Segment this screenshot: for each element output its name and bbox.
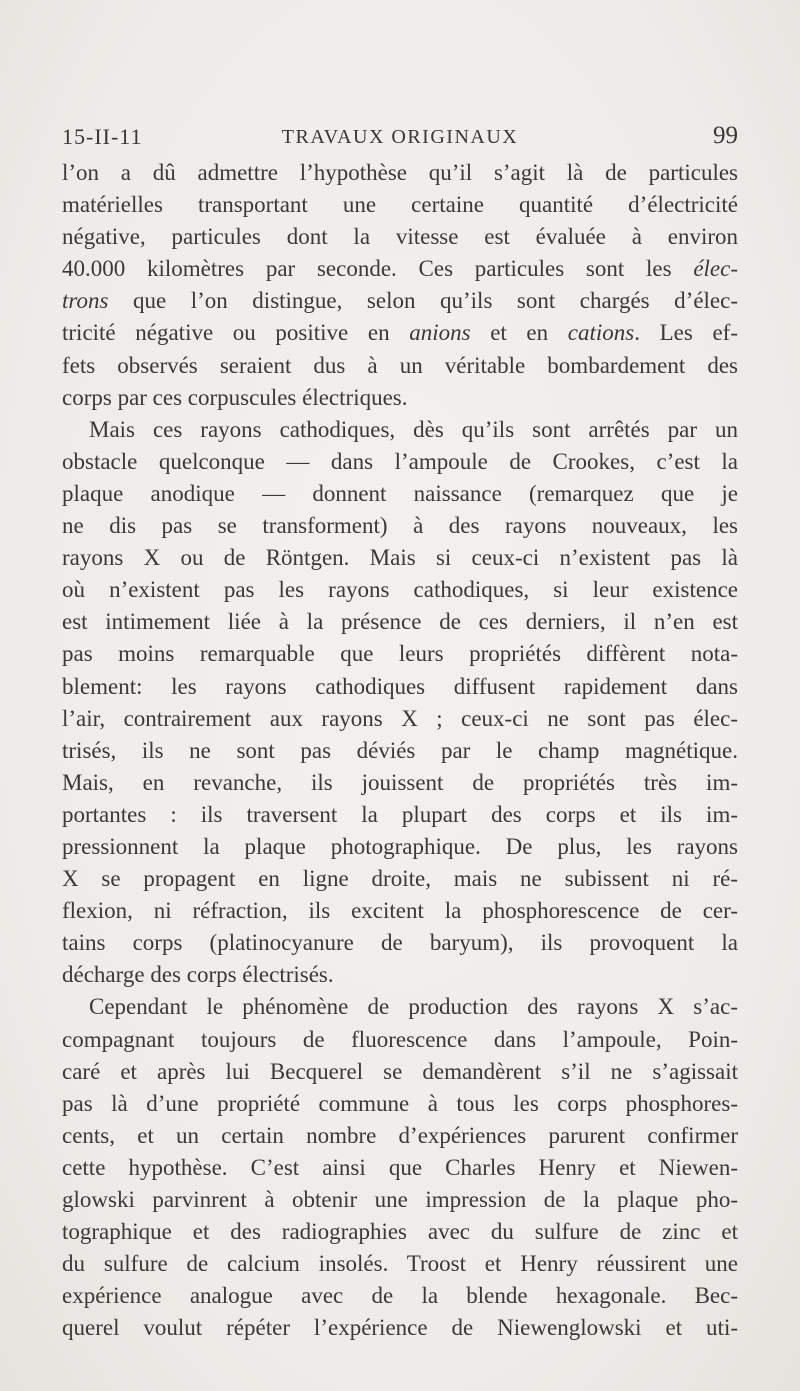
text-segment: matérielles transportant une certaine quantité d’électricité [62, 192, 738, 218]
text-segment: Cependant le phénomène de production des rayons X s’ac- [89, 994, 738, 1020]
text-line [62, 863, 738, 895]
text-segment: l’on a dû admettre l’hypothèse qu’il s’agit là de particules [62, 160, 738, 185]
text-line [62, 221, 738, 253]
page-number: 99 [713, 122, 738, 149]
text-segment: ne dis pas se transforment) à des rayons nouveaux, les [62, 513, 738, 539]
text-segment: tricité négative ou positive en [62, 320, 410, 346]
text-line [62, 638, 738, 670]
text-line [62, 703, 738, 735]
text-line [62, 1248, 738, 1280]
text-segment: corps par ces corpuscules électriques. [62, 384, 408, 410]
text-segment: 40.000 kilomètres par seconde. Ces particules sont les [62, 256, 694, 282]
text-line [62, 350, 738, 382]
body-text [62, 157, 738, 1344]
text-segment: blement: les rayons cathodiques diffusent rapidement dans [62, 673, 738, 699]
text-segment: tographique et des radiographies avec du sulfure de zinc et [62, 1219, 738, 1245]
text-segment: décharge des corps électrisés. [62, 962, 334, 988]
text-line [62, 1024, 738, 1056]
text-segment: obstacle quelconque — dans l’ampoule de Crookes, c’est la [62, 448, 738, 474]
text-segment: portantes : ils traversent la plupart des corps et ils im- [62, 801, 738, 827]
text-line [62, 478, 738, 510]
italic-term: anions [409, 320, 471, 346]
text-segment: négative, particules dont la vitesse est évaluée à environ [62, 224, 738, 250]
text-segment: Mais, en revanche, ils jouissent de propriétés très im- [62, 769, 738, 795]
italic-term: élec- [693, 256, 738, 282]
text-segment: glowski parvinrent à obtenir une impression de la plaque pho- [62, 1187, 738, 1212]
text-segment: où n’existent pas les rayons cathodiques, si leur existence [62, 577, 738, 603]
text-line [62, 317, 738, 349]
text-segment: tains corps (platinocyanure de baryum), ils provoquent la [62, 930, 738, 956]
text-line [62, 1184, 738, 1216]
text-line [62, 1152, 738, 1184]
text-line [62, 671, 738, 703]
text-line [62, 285, 738, 317]
text-line [62, 606, 738, 638]
text-line [62, 767, 738, 799]
text-segment: trisés, ils ne sont pas déviés par le champ magnétique. [62, 737, 738, 763]
text-segment: pas moins remarquable que leurs propriétés diffèrent nota- [62, 641, 738, 667]
text-line [62, 799, 738, 831]
text-line [62, 574, 738, 606]
text-line [62, 510, 738, 542]
text-segment: fets observés seraient dus à un véritable bombardement des [62, 352, 738, 378]
text-segment: pressionnent la plaque photographique. De plus, les rayons [62, 833, 738, 859]
text-segment: que l’on distingue, selon qu’ils sont chargés d’élec- [108, 288, 738, 314]
text-line [62, 831, 738, 863]
text-line [62, 1120, 738, 1152]
text-line [62, 1056, 738, 1088]
text-segment: du sulfure de calcium insolés. Troost et Henry réussirent une [62, 1251, 738, 1277]
text-segment: flexion, ni réfraction, ils excitent la phosphorescence de cer- [62, 898, 738, 924]
text-segment: est intimement liée à la présence de ces derniers, il n’en est [62, 609, 738, 635]
text-line [62, 542, 738, 574]
running-header [62, 120, 738, 160]
text-segment: querel voulut répéter l’expérience de Niewenglowski et uti- [62, 1315, 738, 1341]
text-line [62, 895, 738, 927]
header-date: 15-II-11 [62, 124, 143, 149]
text-line [62, 735, 738, 767]
header-title: TRAVAUX ORIGINAUX [281, 126, 519, 148]
text-line [62, 1312, 738, 1344]
text-line [62, 253, 738, 285]
text-line [62, 991, 738, 1023]
text-line [62, 959, 738, 991]
text-line [62, 1088, 738, 1120]
text-segment: l’air, contrairement aux rayons X ; ceux-ci ne sont pas élec- [62, 705, 738, 731]
text-line [62, 414, 738, 446]
text-segment: rayons X ou de Röntgen. Mais si ceux-ci n’existent pas là [62, 545, 738, 571]
text-segment: plaque anodique — donnent naissance (remarquez que je [62, 480, 738, 506]
text-segment: cette hypothèse. C’est ainsi que Charles Henry et Niewen- [62, 1154, 738, 1180]
text-line [62, 1216, 738, 1248]
text-segment: expérience analogue avec de la blende hexagonale. Bec- [62, 1283, 738, 1309]
italic-term: trons [62, 288, 109, 314]
text-segment: et en [470, 320, 568, 346]
text-line [62, 189, 738, 221]
text-line [62, 446, 738, 478]
text-line [62, 157, 738, 189]
text-segment: Mais ces rayons cathodiques, dès qu’ils sont arrêtés par un [89, 416, 738, 442]
text-segment: pas là d’une propriété commune à tous les corps phosphores- [62, 1090, 738, 1116]
text-line [62, 927, 738, 959]
text-segment: caré et après lui Becquerel se demandèrent s’il ne s’agissait [62, 1058, 738, 1084]
text-segment: X se propagent en ligne droite, mais ne subissent ni ré- [62, 866, 738, 892]
text-segment: cents, et un certain nombre d’expériences parurent confirmer [62, 1122, 738, 1148]
text-segment: compagnant toujours de fluorescence dans l’ampoule, Poin- [62, 1026, 738, 1052]
text-line [62, 382, 738, 414]
text-line [62, 1280, 738, 1312]
text-segment: . Les ef- [634, 320, 738, 346]
italic-term: cations [567, 320, 635, 346]
